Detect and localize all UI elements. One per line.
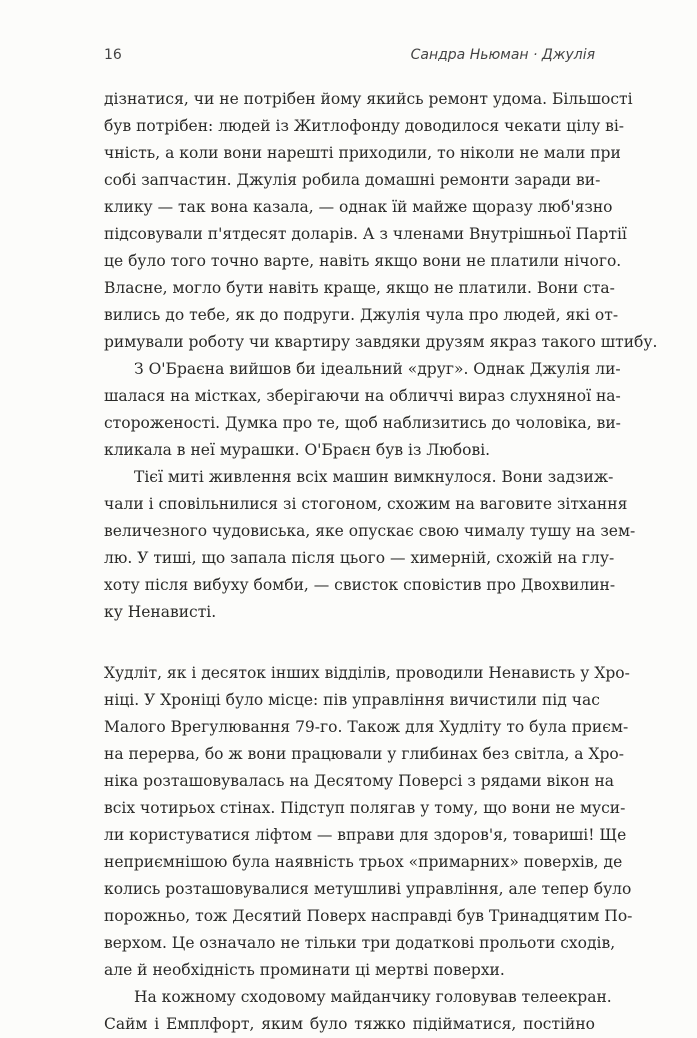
body-text	[104, 86, 658, 1038]
text-line: собі запчастин. Джулія робила домашні ремонти заради ви-	[104, 171, 601, 189]
text-line: неприємнішою була наявність трьох «примарних» поверхів, де	[104, 853, 623, 871]
text-line: величезного чудовиська, яке опускає свою чималу тушу на зем-	[104, 522, 636, 540]
text-line: римували роботу чи квартиру завдяки друзям якраз такого штибу.	[104, 333, 658, 351]
text-line: хоту після вибуху бомби, — свисток сповістив про Двохвилин-	[104, 576, 616, 594]
text-line: кликала в неї мурашки. О'Брaєн був із Любові.	[104, 441, 491, 459]
text-line: Тієї миті живлення всіх машин вимкнулося. Вони задзиж-	[134, 468, 614, 486]
text-line: шалася на містках, зберігаючи на обличчі вираз слухняної на-	[104, 387, 621, 405]
text-line: ли користуватися ліфтом — вправи для здоров'я, товариші! Ще	[104, 826, 627, 844]
text-line: стороженості. Думка про те, щоб наблизитись до чоловіка, ви-	[104, 414, 621, 432]
section-break	[104, 626, 595, 660]
text-line: Власне, могло бути навіть краще, якщо не платили. Вони ста-	[104, 279, 615, 297]
text-line: дізнатися, чи не потрібен йому якийсь ремонт удома. Більшості	[104, 90, 633, 108]
text-line: вились до тебе, як до подруги. Джулія чула про людей, які от-	[104, 306, 619, 324]
text-line: верхом. Це означало не тільки три додаткові прольоти сходів,	[104, 934, 616, 952]
running-title: Сандра Ньюман · Джулія	[410, 47, 595, 63]
text-line: З О'Брaєна вийшов би ідеальний «друг». Однак Джулія ли-	[134, 360, 621, 378]
text-line: був потрібен: людей із Житлофонду доводилося чекати цілу ві-	[104, 117, 625, 135]
text-line: але й необхідність проминати ці мертві поверхи.	[104, 961, 505, 979]
text-line: На кожному сходовому майданчику головував телеекран.	[134, 988, 612, 1006]
text-line: на перерва, бо ж вони працювали у глибинах без світла, а Хро-	[104, 745, 624, 763]
text-line: чність, а коли вони нарешті приходили, то ніколи не мали при	[104, 144, 621, 162]
text-line: ніка розташовувалась на Десятому Поверсі з рядами вікон на	[104, 772, 615, 790]
text-line: ку Ненависті.	[104, 603, 217, 621]
text-line: Малого Врегулювання 79-го. Також для Худліту то була приєм-	[104, 718, 629, 736]
text-line: підсовували п'ятдесят доларів. А з членами Внутрішньої Партії	[104, 225, 627, 243]
text-line: порожньо, тож Десятий Поверх насправді був Тринадцятим По-	[104, 907, 633, 925]
text-line: лю. У тиші, що запала після цього — химерній, схожій на глу-	[104, 549, 615, 567]
text-line: всіх чотирьох стінах. Підступ полягав у тому, що вони не муси-	[104, 799, 626, 817]
text-line: це було того точно варте, навіть якщо вони не платили нічого.	[104, 252, 622, 270]
text-line: Худліт, як і десяток інших відділів, проводили Ненависть у Хро-	[104, 664, 630, 682]
text-line: клику — так вона казала, — однак їй майже щоразу люб'язно	[104, 198, 613, 216]
page-number: 16	[104, 47, 122, 63]
text-line: ніці. У Хроніці було місце: пів управління вичистили під час	[104, 691, 600, 709]
page-header	[104, 47, 595, 75]
text-line: колись розташовувалися метушливі управління, але тепер було	[104, 880, 632, 898]
text-line: Сайм і Емплфорт, яким було тяжко підійматися, постійно	[104, 1015, 595, 1033]
text-line: чали і сповільнилися зі стогоном, схожим на ваговите зітхання	[104, 495, 628, 513]
